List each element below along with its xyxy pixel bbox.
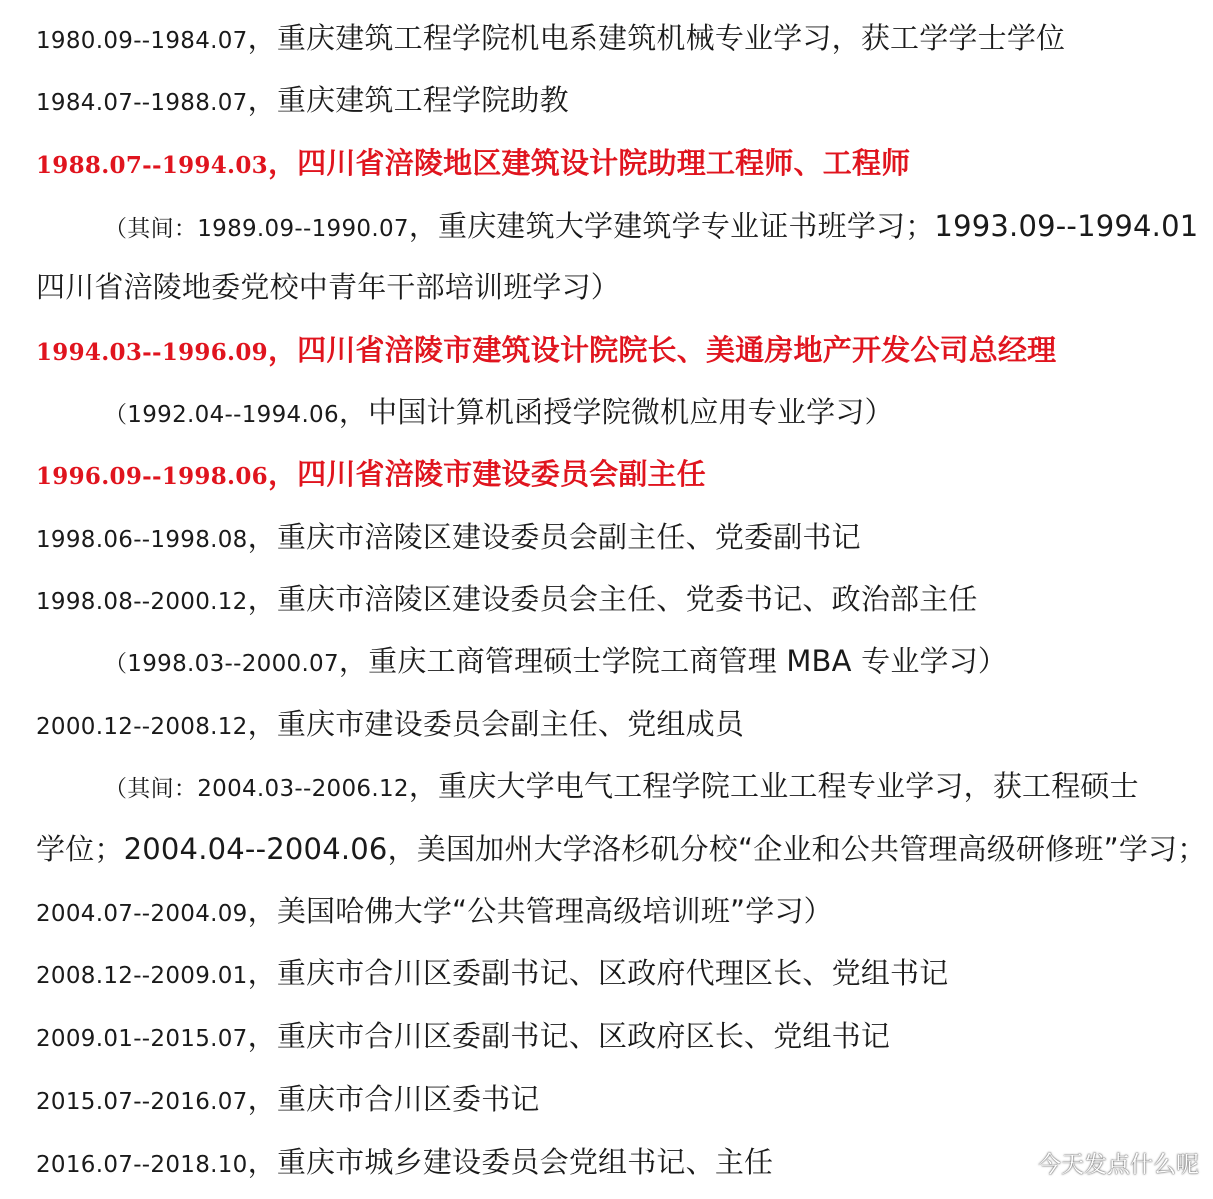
line-text: ，重庆建筑大学建筑学专业证书班学习；1993.09--1994.01 bbox=[408, 209, 1199, 243]
line-text: ，重庆工商管理硕士学院工商管理 MBA 专业学习） bbox=[338, 644, 1008, 678]
line-date: 1984.07--1988.07 bbox=[36, 90, 248, 116]
line-date: （1998.03--2000.07 bbox=[104, 651, 339, 677]
resume-line bbox=[36, 580, 1173, 621]
resume-line bbox=[36, 19, 1173, 60]
line-text: ，重庆市涪陵区建设委员会主任、党委书记、政治部主任 bbox=[247, 582, 978, 616]
resume-line bbox=[36, 830, 1207, 871]
line-text: ，重庆建筑工程学院机电系建筑机械专业学习，获工学学士学位 bbox=[247, 21, 1066, 55]
line-date: 1996.09--1998.06 bbox=[36, 463, 268, 490]
resume-line bbox=[36, 81, 1173, 122]
line-date: 1994.03--1996.09 bbox=[36, 339, 268, 366]
line-date: 1980.09--1984.07 bbox=[36, 28, 248, 54]
line-date: （其间：1989.09--1990.07 bbox=[104, 216, 409, 242]
line-text: ，重庆市城乡建设委员会党组书记、主任 bbox=[247, 1145, 774, 1179]
resume-line bbox=[36, 518, 1173, 559]
resume-line bbox=[36, 954, 1173, 995]
line-text: ，重庆大学电气工程学院工业工程专业学习，获工程硕士 bbox=[408, 769, 1139, 803]
line-date: 1998.08--2000.12 bbox=[36, 589, 248, 615]
line-text: 四川省涪陵地委党校中青年干部培训班学习） bbox=[36, 270, 621, 304]
line-text: 学位；2004.04--2004.06，美国加州大学洛杉矶分校“企业和公共管理高级研修班”学习； bbox=[36, 832, 1207, 866]
line-text: ，四川省涪陵地区建筑设计院助理工程师、工程师 bbox=[267, 146, 911, 180]
resume-line bbox=[36, 1080, 1173, 1121]
line-text: ，中国计算机函授学院微机应用专业学习） bbox=[338, 395, 894, 429]
watermark-text: 今天发点什么呢 bbox=[1038, 1152, 1199, 1178]
line-text: ，四川省涪陵市建筑设计院院长、美通房地产开发公司总经理 bbox=[267, 333, 1057, 367]
line-date: 2009.01--2015.07 bbox=[36, 1026, 248, 1052]
line-date: 2004.07--2004.09 bbox=[36, 901, 248, 927]
resume-line-highlight bbox=[36, 455, 1173, 496]
line-date: （其间：2004.03--2006.12 bbox=[104, 776, 409, 802]
resume-line bbox=[36, 1017, 1173, 1058]
line-text: ，美国哈佛大学“公共管理高级培训班”学习） bbox=[247, 894, 833, 928]
resume-line-highlight bbox=[36, 144, 1173, 185]
line-text: ，重庆市涪陵区建设委员会副主任、党委副书记 bbox=[247, 520, 861, 554]
resume-line bbox=[104, 207, 1199, 248]
line-date: 2008.12--2009.01 bbox=[36, 963, 248, 989]
resume-line bbox=[104, 767, 1173, 808]
line-date: 2015.07--2016.07 bbox=[36, 1089, 248, 1115]
line-text: ，四川省涪陵市建设委员会副主任 bbox=[267, 457, 706, 491]
line-date: 2000.12--2008.12 bbox=[36, 714, 248, 740]
line-text: ，重庆市合川区委副书记、区政府代理区长、党组书记 bbox=[247, 956, 949, 990]
resume-line-highlight bbox=[36, 331, 1173, 372]
resume-line bbox=[36, 705, 1173, 746]
resume-line bbox=[36, 892, 1173, 933]
line-text: ，重庆市建设委员会副主任、党组成员 bbox=[247, 707, 745, 741]
line-text: ，重庆市合川区委副书记、区政府区长、党组书记 bbox=[247, 1019, 891, 1053]
line-date: 2016.07--2018.10 bbox=[36, 1152, 248, 1178]
line-date: （1992.04--1994.06 bbox=[104, 402, 339, 428]
resume-line bbox=[36, 1143, 1173, 1184]
resume-line bbox=[36, 268, 1173, 309]
line-date: 1988.07--1994.03 bbox=[36, 152, 268, 179]
resume-line bbox=[104, 393, 1173, 434]
line-text: ，重庆市合川区委书记 bbox=[247, 1082, 540, 1116]
line-text: ，重庆建筑工程学院助教 bbox=[247, 83, 569, 117]
resume-line bbox=[104, 642, 1173, 683]
line-date: 1998.06--1998.08 bbox=[36, 527, 248, 553]
